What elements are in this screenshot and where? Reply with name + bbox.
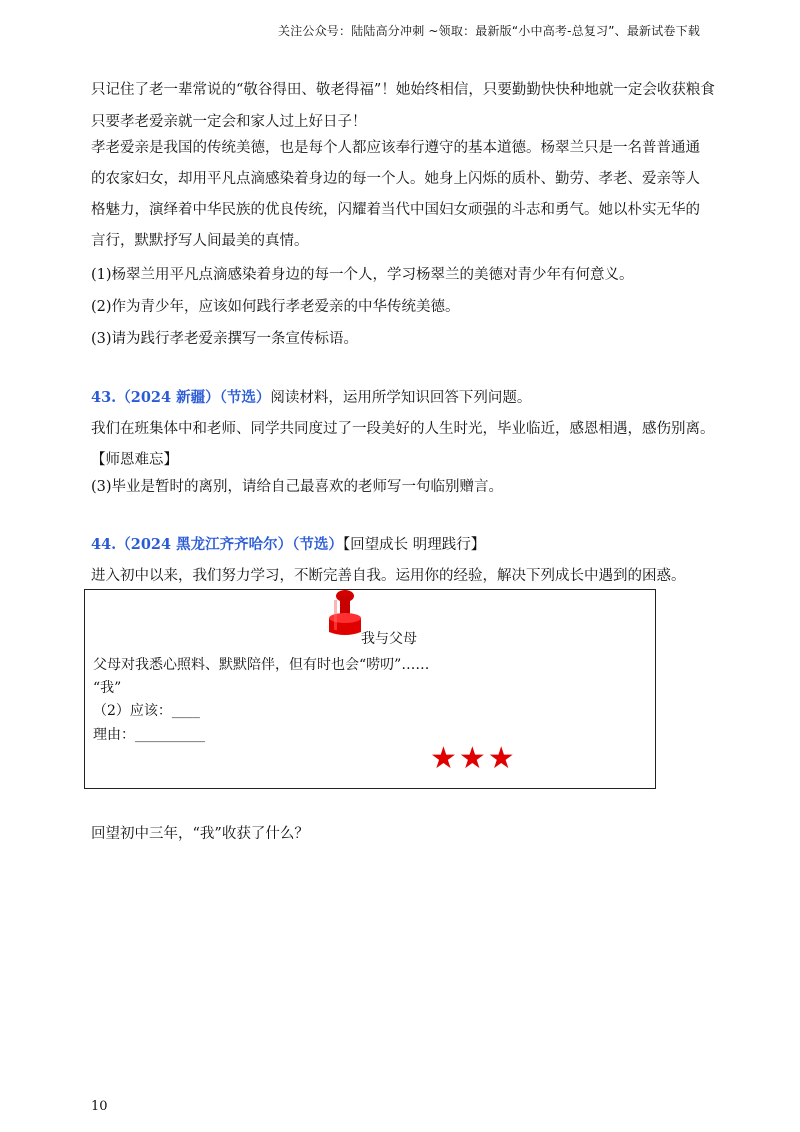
q43-heading (91, 386, 531, 407)
page-number: 10 (91, 1099, 108, 1114)
q43-section: 【师恩难忘】 (91, 452, 178, 468)
intro-line-1: 只记住了老一辈常说的“敬谷得田、敬老得福”！她始终相信，只要勤勤快快种地就一定会收获粮食 (91, 82, 715, 98)
three-stars-icon: ★★★ (430, 741, 517, 776)
q44-material-box (84, 589, 656, 789)
q44-number: 44.（2024 黑龙江齐齐哈尔）（节选） (91, 536, 343, 553)
intro-paragraph: 孝老爱亲是我国的传统美德，也是每个人都应该奉行遵守的基本道德。杨翠兰只是一名普普通通的农家妇女，却用平凡点滴感染着身边的每一个人。她身上闪烁的质朴、勤劳、孝老、爱亲等人格魅力，演绎着中华民族的优良传统，闪耀着当代中国妇女顽强的斗志和勇气。她以朴实无华的言行，默默抒写人间最美的真情。 (91, 140, 700, 249)
q43-prompt: 阅读材料，运用所学知识回答下列问题。 (270, 390, 532, 406)
q43-sub3: (3)毕业是暂时的离别，请给自己最喜欢的老师写一句临别赠言。 (91, 479, 504, 495)
box-line-4: 理由：__________ (93, 727, 205, 743)
q43-number: 43.（2024 新疆）（节选） (91, 389, 271, 406)
q43-text: 我们在班集体中和老师、同学共同度过了一段美好的人生时光，毕业临近，感恩相遇，感伤别离。 (91, 421, 715, 437)
question-3: (3)请为践行孝老爱亲撰写一条宣传标语。 (91, 331, 359, 347)
box-title: 我与父母 (361, 631, 417, 647)
q44-text: 进入初中以来，我们努力学习，不断完善自我。运用你的经验，解决下列成长中遇到的困惑。 (91, 568, 686, 584)
red-pushpin-icon (325, 588, 365, 640)
question-2: (2)作为青少年，应该如何践行孝老爱亲的中华传统美德。 (91, 299, 460, 315)
q44-heading (91, 533, 485, 554)
q44-prompt: 【回望成长 明理践行】 (342, 537, 486, 553)
question-1: (1)杨翠兰用平凡点滴感染着身边的每一个人，学习杨翠兰的美德对青少年有何意义。 (91, 267, 634, 283)
box-line-2: “我” (93, 680, 122, 696)
q44-after: 回望初中三年，“我”收获了什么？ (91, 826, 309, 842)
box-line-1: 父母对我悉心照料、默默陪伴，但有时也会“唠叨”…… (93, 657, 430, 673)
intro-line-2: 只要孝老爱亲就一定会和家人过上好日子！ (91, 114, 367, 130)
page-header: 关注公众号：陆陆高分冲刺 ~领取：最新版“小中高考-总复习”、最新试卷下载 (278, 24, 701, 38)
box-line-3: （2）应该：____ (93, 703, 200, 719)
